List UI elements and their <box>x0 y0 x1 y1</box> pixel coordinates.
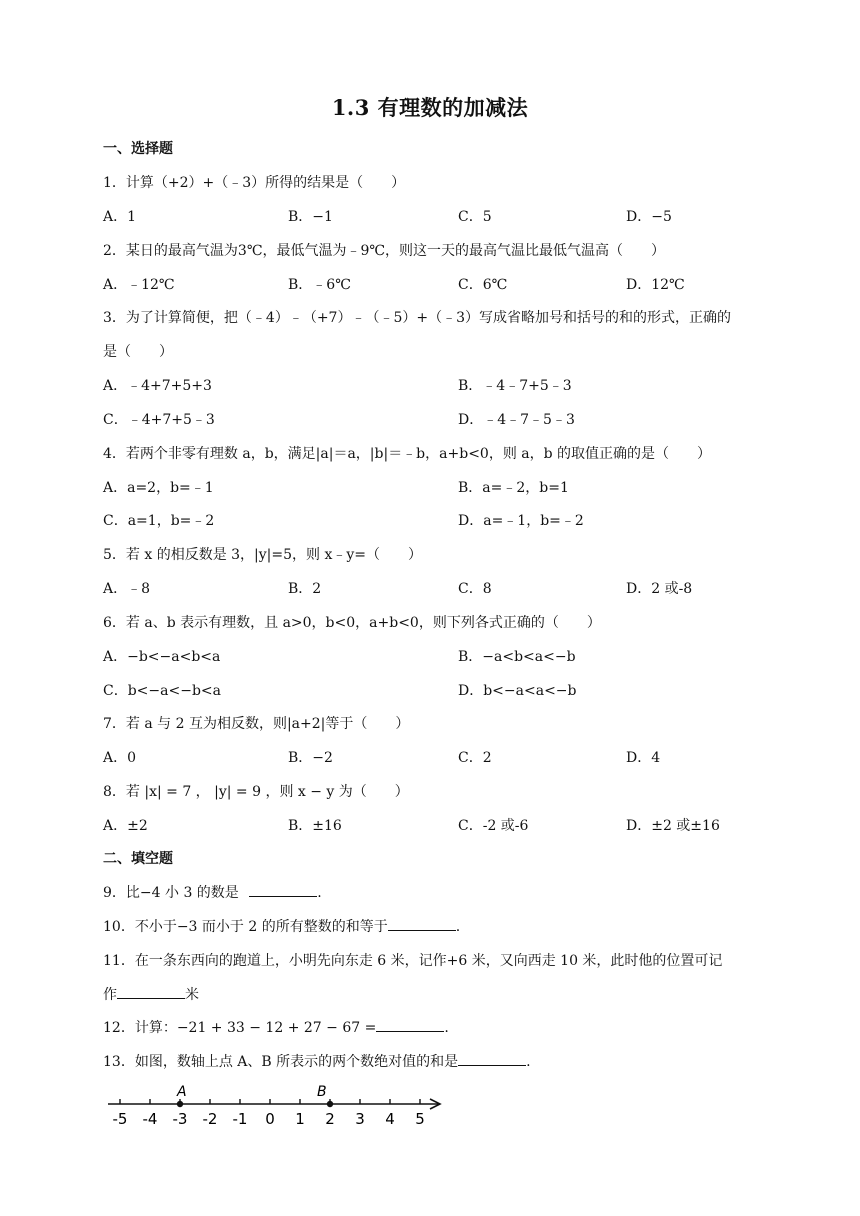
tick-label: 3 <box>355 1110 365 1128</box>
question-9 <box>103 882 322 902</box>
q13-text: 13．如图，数轴上点 A、B 所表示的两个数绝对值的和是 <box>103 1054 459 1070</box>
question-11: 11．在一条东西向的跑道上，小明先向东走 6 米，记作+6 米，又向西走 10 米，此时他的位置可记 <box>103 953 723 969</box>
q10-tail: . <box>455 919 461 935</box>
tick-label: -5 <box>112 1110 128 1128</box>
q6-option-b: B．−a<b<a<−b <box>458 649 576 665</box>
q10-text: 10．不小于−3 而小于 2 的所有整数的和等于 <box>103 919 388 935</box>
q5-option-a: A．﹣8 <box>103 581 151 597</box>
q7-option-a: A．0 <box>103 750 137 766</box>
q13-tail: . <box>526 1054 531 1070</box>
q5-option-c: C．8 <box>458 581 492 597</box>
point-b <box>327 1101 333 1107</box>
question-4: 4．若两个非零有理数 a，b，满足|a|＝a，|b|＝﹣b，a+b<0，则 a，b 的取值正确的是（ ） <box>103 446 712 462</box>
answer-blank-11[interactable] <box>117 984 185 999</box>
q11-text2: 作 <box>103 987 117 1003</box>
question-6: 6．若 a、b 表示有理数，且 a>0，b<0，a+b<0，则下列各式正确的（ ） <box>103 615 601 631</box>
q1-option-d: D．−5 <box>626 209 672 225</box>
q9-tail: . <box>317 885 322 901</box>
question-2: 2．某日的最高气温为3℃，最低气温为﹣9℃，则这一天的最高气温比最低气温高（ ） <box>103 243 666 259</box>
tick-label: 0 <box>265 1110 275 1128</box>
q6-option-d: D．b<−a<a<−b <box>458 683 577 699</box>
point-a-label: A <box>177 1084 187 1100</box>
tick-label: 4 <box>385 1110 395 1128</box>
q11-tail: 米 <box>185 987 199 1003</box>
question-3: 3．为了计算简便，把（﹣4）﹣（+7）﹣（﹣5）+（﹣3）写成省略加号和括号的和的形式，正确的 <box>103 310 731 326</box>
q1-option-a: A．1 <box>103 209 137 225</box>
q1-option-b: B．−1 <box>288 209 333 225</box>
point-b-label: B <box>317 1084 327 1100</box>
question-11-cont <box>103 984 199 1004</box>
q7-option-c: C．2 <box>458 750 492 766</box>
question-3-cont: 是（ ） <box>103 344 173 360</box>
q8-option-c: C．-2 或-6 <box>458 818 529 834</box>
question-12 <box>103 1017 449 1037</box>
q3-option-a: A．﹣4+7+5+3 <box>103 378 212 394</box>
number-line-figure <box>100 1080 460 1130</box>
q4-option-d: D．a=﹣1，b=﹣2 <box>458 513 584 529</box>
q2-option-a: A．﹣12℃ <box>103 277 175 293</box>
question-10 <box>103 916 460 936</box>
q8-option-a: A．±2 <box>103 818 148 834</box>
q6-option-a: A．−b<−a<b<a <box>103 649 221 665</box>
answer-blank-10[interactable] <box>388 916 456 931</box>
q2-option-d: D．12℃ <box>626 277 685 293</box>
q8-option-d: D．±2 或±16 <box>626 818 720 834</box>
question-13 <box>103 1051 531 1071</box>
section-heading-fill: 二、填空题 <box>103 851 173 867</box>
q3-option-d: D．﹣4﹣7﹣5﹣3 <box>458 412 575 428</box>
tick-label: 1 <box>295 1110 305 1128</box>
answer-blank-9[interactable] <box>249 882 317 897</box>
question-5: 5．若 x 的相反数是 3，|y|=5，则 x﹣y=（ ） <box>103 547 423 563</box>
q5-option-d: D．2 或-8 <box>626 581 693 597</box>
point-a <box>177 1101 183 1107</box>
q5-option-b: B．2 <box>288 581 322 597</box>
q2-option-c: C．6℃ <box>458 277 508 293</box>
q4-option-b: B．a=﹣2，b=1 <box>458 480 569 496</box>
tick-label: -3 <box>172 1110 188 1128</box>
q12-tail: . <box>444 1020 449 1036</box>
q7-option-d: D．4 <box>626 750 661 766</box>
q12-text: 12．计算：−21 + 33 − 12 + 27 − 67 = <box>103 1020 377 1036</box>
answer-blank-12[interactable] <box>376 1017 444 1032</box>
q9-text: 9．比−4 小 3 的数是 <box>103 885 239 901</box>
tick-label: 5 <box>415 1110 425 1128</box>
question-1: 1．计算（+2）+（﹣3）所得的结果是（ ） <box>103 175 406 191</box>
q4-option-a: A．a=2，b=﹣1 <box>103 480 214 496</box>
tick-label: -1 <box>232 1110 248 1128</box>
tick-label: -2 <box>202 1110 218 1128</box>
q2-option-b: B．﹣6℃ <box>288 277 351 293</box>
tick-label: -4 <box>142 1110 158 1128</box>
q3-option-c: C．﹣4+7+5﹣3 <box>103 412 215 428</box>
section-heading-choice: 一、选择题 <box>103 141 173 157</box>
answer-blank-13[interactable] <box>458 1051 526 1066</box>
page-title: 1.3 有理数的加减法 <box>331 95 529 120</box>
question-7: 7．若 a 与 2 互为相反数，则|a+2|等于（ ） <box>103 716 410 732</box>
q8-option-b: B．±16 <box>288 818 342 834</box>
q7-option-b: B．−2 <box>288 750 333 766</box>
q4-option-c: C．a=1，b=﹣2 <box>103 513 215 529</box>
question-8: 8．若 |x| = 7 ， |y| = 9 ，则 x − y 为（ ） <box>103 784 409 800</box>
q6-option-c: C．b<−a<−b<a <box>103 683 221 699</box>
q3-option-b: B．﹣4﹣7+5﹣3 <box>458 378 572 394</box>
q1-option-c: C．5 <box>458 209 492 225</box>
tick-label: 2 <box>325 1110 335 1128</box>
